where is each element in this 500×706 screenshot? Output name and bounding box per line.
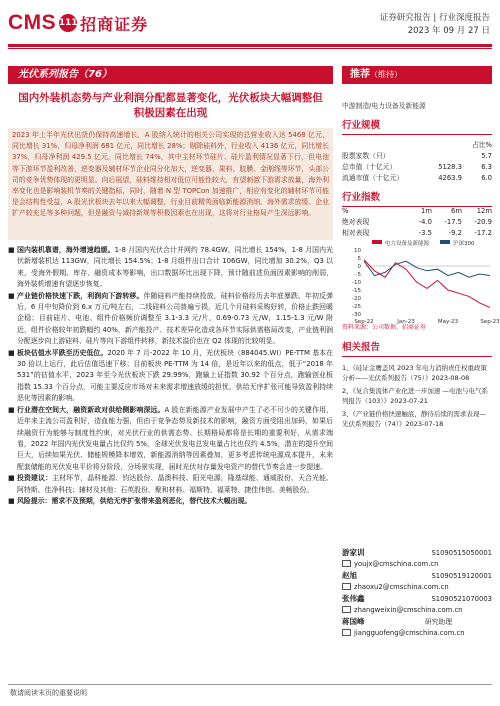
header-meta <box>380 12 490 38</box>
basic-row <box>342 173 492 184</box>
bullet-item <box>8 473 333 496</box>
y-tick-label: 0 <box>357 264 361 270</box>
index-col-header: 1m <box>421 207 432 215</box>
mail-icon <box>342 583 351 590</box>
index-table <box>342 206 492 239</box>
index-cell: -17.5 <box>444 218 462 226</box>
bullet-head: 板块估值水平跌至历史低位。 <box>17 348 108 357</box>
summary-box: 2023 年上半年光伏出货仍保持高速增长，A 股纳入统计的相关公司实现的总营业收入达 5468 亿元，同比增长 31%，归母净利润 681 亿元，同比增长 28%；剔除硅料外，行业收入 4136 亿元，同比增长 37%，归母净利润 429.5 亿元，同比增长 74%，其中主材环节硅片、硅片盈利情况显著下行，但电池等下游环节盈利改善，逆变器及辅材环节企业同分化加大，逆变器、果料、胶膜、金刚线等环节，头部公司的竞争优势体现的更明显。向后展望，硅料维持相对低位可能性较大，有望刺激下游需求放量，海外利率变化也是影响装机节奏的关键指标，同时，随着 N 型 TOPCon 加速推广，相应有变化的辅材环节可能是会结构性受益，A 股光伏板块去年以来大幅调整，行业目前精英面临新能源消纳、海外需求放缓、企业扩产较充足等多种问题，但是融资与减持新规等积极因素也在出现，这将对行业格局产生深远影响。 <box>8 128 333 240</box>
index-col-header: % <box>342 207 349 215</box>
industry-label: 中游制造/电力设备及新能源 <box>342 102 426 110</box>
basic-row-label: 流通市值（十亿元） <box>342 174 404 182</box>
analyst-name: 蒋国峰 <box>342 617 365 626</box>
basic-row-value <box>422 151 462 162</box>
basic-row-value: 5128.3 <box>438 163 462 171</box>
analyst-email[interactable]: zhaoxu2@cmschina.com.cn <box>354 582 449 591</box>
index-cell: -4.0 <box>418 218 432 226</box>
basic-row-pct: 6.0 <box>481 174 492 182</box>
index-row-label: 绝对表现 <box>342 218 370 226</box>
bullet-item <box>8 348 333 405</box>
mail-icon <box>342 629 351 636</box>
index-cell: -9.2 <box>448 229 462 237</box>
analyst-list <box>342 548 492 638</box>
index-row <box>342 217 492 228</box>
bullet-body: 2020 年 7 月-2022 年 10 月，光伏板块（884045.WI）PE-TTM 基本在 30 倍以上运行，此后估值迅速下移；目前板块 PE-TTM 为 14 倍，是近年以来的低点，低于“2018 年 531”的估值水平，2023 年至今光伏板块下跌 29.99%，跑输上证指数 30.92 个百分点，跑输创业板指数 15.33 个百分点，可能主要反应市场对未来需求增速放缓的担忧，供给无序扩张可能导致盈利持续恶化等因素的影响。 <box>17 348 333 403</box>
logo-latin: CMS <box>8 11 57 34</box>
rating-sub: （维持） <box>370 70 402 79</box>
report-date: 2023 年 09 月 27 日 <box>407 26 490 36</box>
basic-row-label: 总市值（十亿元） <box>342 163 397 171</box>
basic-header-row <box>342 140 492 151</box>
basic-row-value: 4263.9 <box>438 174 462 182</box>
report-type: 证券研究报告 | 行业深度报告 <box>379 13 490 23</box>
legend-swatch <box>372 240 382 244</box>
legend-label: 电力设备及新能源 <box>385 241 430 247</box>
x-tick-label: May-23 <box>437 319 459 325</box>
legend-label: 沪深300 <box>453 241 475 247</box>
bullet-marker: ■ <box>8 348 15 357</box>
index-cell: -3.5 <box>418 229 432 237</box>
analyst-email[interactable]: jiangguofeng@cmschina.com.cn <box>354 628 465 637</box>
footer-note: 敬请阅读末页的重要说明 <box>10 689 87 697</box>
y-tick-label: 10 <box>354 248 361 254</box>
bullet-marker: ■ <box>8 474 15 483</box>
basic-row <box>342 151 492 162</box>
analyst-entry <box>342 571 492 592</box>
series-line <box>364 260 490 308</box>
index-cell: -17.2 <box>474 229 492 237</box>
x-tick-label: Jan-23 <box>397 319 415 325</box>
bullet-marker: ■ <box>8 496 15 505</box>
logo-badge: 111 <box>59 14 77 32</box>
y-tick-label: -25 <box>352 304 361 310</box>
analyst-name: 张伟鑫 <box>342 594 365 603</box>
logo-chinese: 招商证券 <box>80 14 149 34</box>
index-performance-chart <box>342 238 500 328</box>
footer-divider <box>8 684 492 685</box>
analyst-email[interactable]: zhangweixin@cmschina.com.cn <box>354 605 463 614</box>
analyst-id: S1090515050001 <box>431 549 492 557</box>
x-tick-label: Sep-22 <box>354 319 374 325</box>
bullet-head: 投资建议： <box>17 474 53 483</box>
basic-row-pct: 6.3 <box>481 163 492 171</box>
bullet-body: 伴随硅料产能持续投放，硅料价格经历去年底暴跌、年初反弹后，6 月中旬降价到 6.x 万元/吨左右，二线硅料公司普遍亏损，近几个月硅料采购好转，价格止跌回暖企稳；目前硅片、电池、组件价格频价调整至 3.1-3.3 元/片，0.69-0.73 元/W，1.15-1.3 元/W 附近，组件价格较年初跌幅约 40%，新产能投产、技术差异化造成各环节实际供需格局改变，产业链利润分配逐步向上游硅料、硅片等向下游组件转移，新技术溢价也在 Q2 体现的比较明显。 <box>17 291 333 346</box>
bullet-item <box>8 245 333 291</box>
analyst-id: S1090519120001 <box>431 572 492 580</box>
index-col-header: 12m <box>476 207 492 215</box>
analyst-name: 游家训 <box>342 548 365 557</box>
basic-unit-col: 占比% <box>471 141 492 149</box>
bullet-head: 行业潜在空间大，融资新政对供给侧影响深远。 <box>17 405 165 414</box>
bullet-item <box>8 405 333 473</box>
analyst-id: S1090521070003 <box>431 595 492 603</box>
y-tick-label: -5 <box>355 272 361 278</box>
y-tick-label: -10 <box>352 280 361 286</box>
bullet-head: 国内装机靠谱，海外增速趋缓。 <box>17 246 115 254</box>
header-divider-thin <box>8 48 492 49</box>
related-report-item[interactable]: 2、《复合集流体产业化进一步加速 —电池与电气系列报告（103）》2023-07-21 <box>342 387 488 405</box>
related-heading: 相关报告 <box>342 340 492 357</box>
y-tick-label: 5 <box>357 256 361 262</box>
analyst-id: 研究助理 <box>424 618 452 626</box>
y-tick-label: -30 <box>352 312 361 318</box>
rating-label: 推荐 <box>350 69 370 80</box>
bullet-body: A 股在新能源产业发展中产生了必不可少的关键作用，近年来主流公司盈利好，造血能力强，但由于竞争态势及新技术的影响，融资方面受阻出加码，如果后续融资行为能够与制度性约束，对光伏行业的供需态势、长期格局都将是长期的重要利好，从需求端看，2022 年国内光伏发电量占比仅约 5%，全球光伏发电总发电量占比也仅约 4.5%，潜在的提升空间巨大，后续如果光伏、储能规模降本增效，新能源消纳等因素叠加，更多考虑传统电源成本提升，未来配套储能的光伏发电平价将分阶段，分场景实现，届时光伏对存量发电资产的替代节奏会进一步提速。 <box>17 405 334 471</box>
related-report-item[interactable]: 3、《产业链价格快速触底，静待后续的需求表现—光伏系列报告（74）》2023-07-18 <box>342 410 486 428</box>
basic-row <box>342 162 492 173</box>
bullet-head: 产业链价格快速下跌，利润向下游转移。 <box>17 291 144 300</box>
analyst-entry <box>342 617 492 638</box>
basic-table <box>342 140 492 184</box>
report-title: 国内外装机态势与产业利润分配都显著变化，光伏板块大幅调整但积极因素在出现 <box>18 92 323 119</box>
index-row-label: 相对表现 <box>342 229 370 237</box>
bullet-list <box>8 245 333 507</box>
bullet-body: 1-8 月国内光伏合计并网约 78.4GW，同比增长 154%，1-8 月国内光伏新增装机达 113GW，同比增长 154.5%；1-8 月组件出口合计 106GW，同比增加 30.2%，Q3 以来，受海外假期、库存、融资成本等影响，出口数据环比出现下降，预计随前述负面因素影响的削弱，海外装机增速有望逐步恢复。 <box>17 246 333 289</box>
rating-bar <box>342 66 492 84</box>
series-label: 光伏系列报告（76） <box>8 66 333 84</box>
basic-row-label: 股票家数（只） <box>342 152 390 160</box>
series-line <box>364 261 490 277</box>
bullet-body: 主材环节，晶科能源、钧达股份、晶澳科技、阳光电源，隆基绿能、通威股份、天合光能、阿特斯、佳净科技；辅材及其他：石英股份、聚和材料、福斯特、福莱特、捷佳伟创、美畅股份。 <box>17 474 334 494</box>
bullet-marker: ■ <box>8 291 15 300</box>
related-reports <box>342 363 492 432</box>
mail-icon <box>342 560 351 567</box>
chart-source: 资料来源：公司数据、招商证券 <box>342 324 427 331</box>
mail-icon <box>342 606 351 613</box>
basic-heading: 行业规模 <box>342 118 492 135</box>
analyst-entry <box>342 548 492 569</box>
y-tick-label: -15 <box>352 288 361 294</box>
analyst-entry <box>342 594 492 615</box>
index-cell: -20.9 <box>474 218 492 226</box>
legend-swatch <box>440 240 450 244</box>
analyst-email[interactable]: youjx@cmschina.com.cn <box>354 559 439 568</box>
bullet-head: 风险提示：需求不及预期，供给无序扩张带来盈利恶化，替代技术大幅出现。 <box>17 496 252 505</box>
index-heading: 行业指数 <box>342 190 492 207</box>
index-header-row <box>342 206 492 217</box>
bullet-item <box>8 291 333 348</box>
related-report-item[interactable]: 1、《硅证金鹰盖风 2023 年电力消纳责任权重政策分析——光伏系列报告（75）》2023-08-08 <box>342 364 488 382</box>
bullet-marker: ■ <box>8 405 15 414</box>
basic-row-pct: 5.7 <box>481 152 492 160</box>
index-col-header: 6m <box>451 207 462 215</box>
y-tick-label: -20 <box>352 296 361 302</box>
x-tick-label: Sep-23 <box>480 319 500 325</box>
bullet-item <box>8 496 333 507</box>
analyst-name: 赵旭 <box>342 571 357 580</box>
bullet-marker: ■ <box>8 246 15 254</box>
header-divider <box>8 44 492 47</box>
company-logo <box>8 8 148 38</box>
